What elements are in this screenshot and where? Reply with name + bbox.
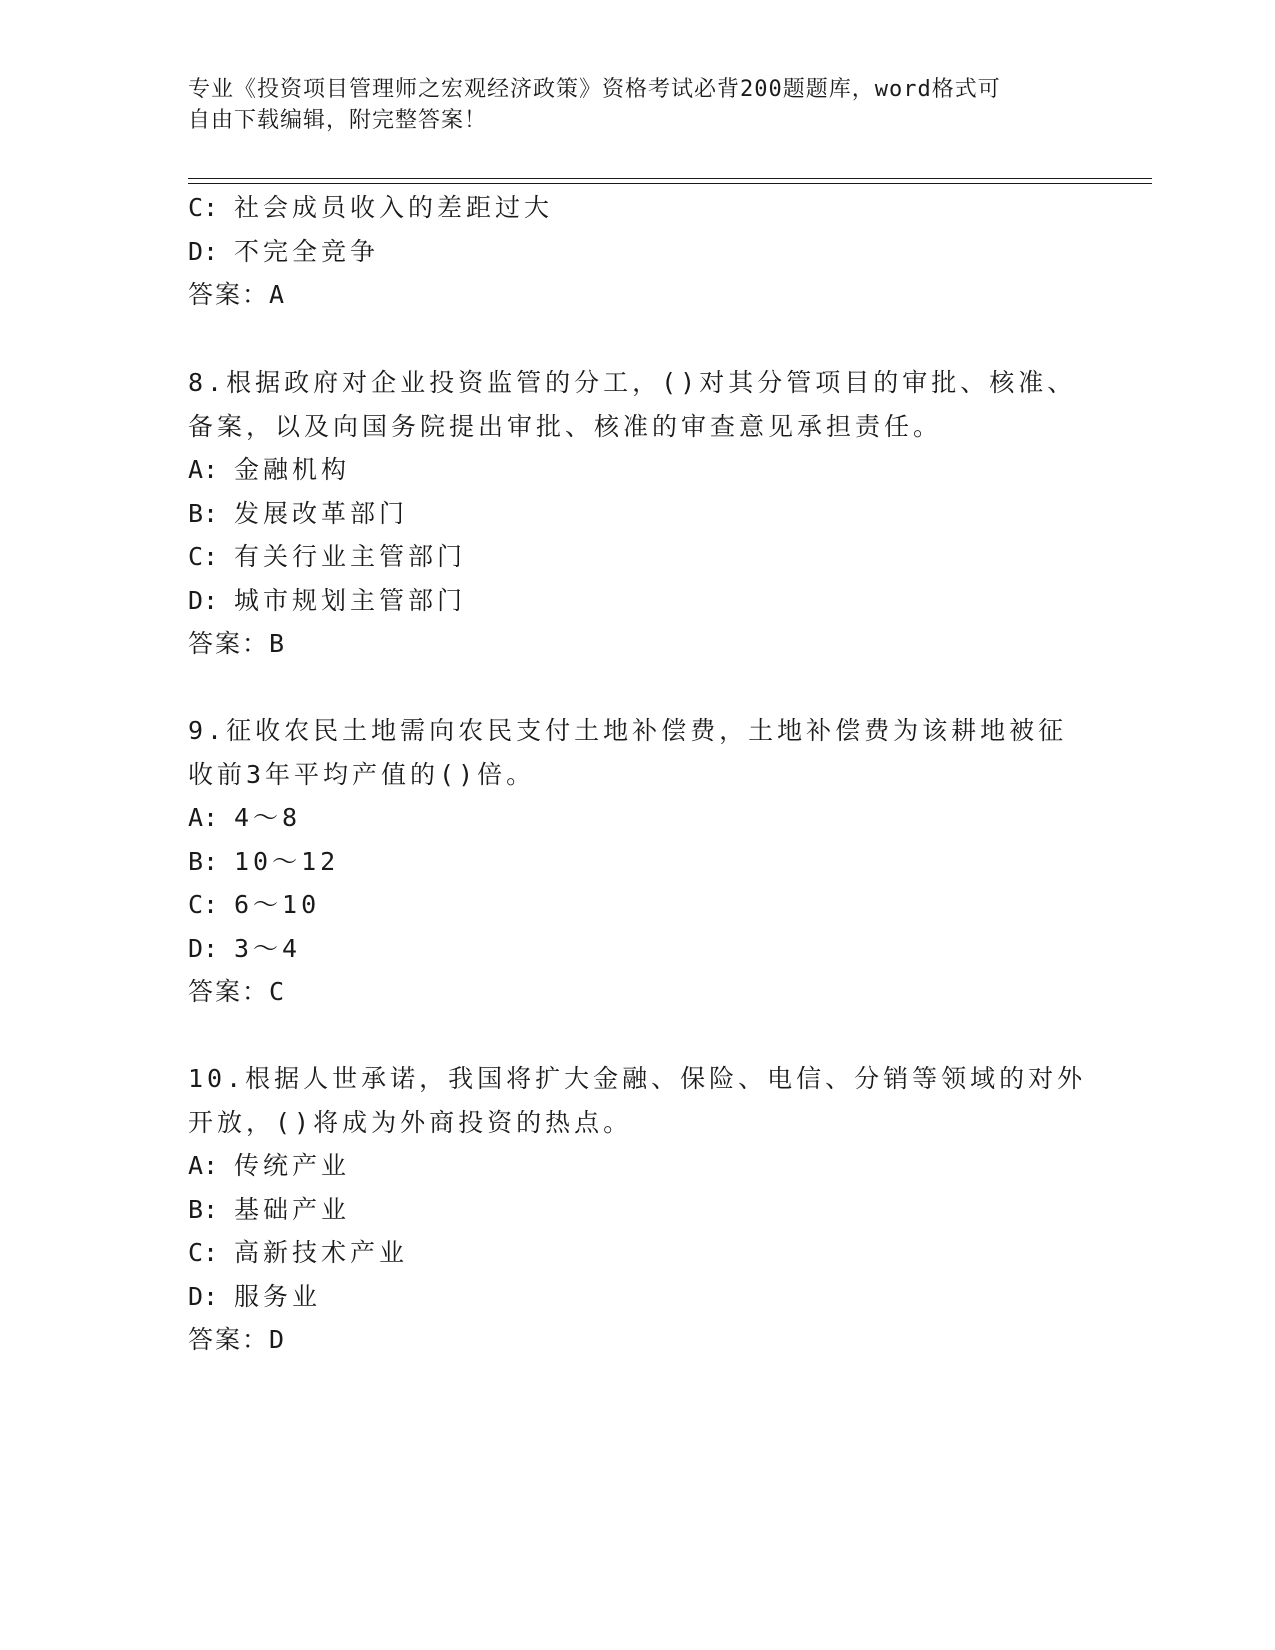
option-text: 传统产业 xyxy=(234,1151,351,1180)
answer-value: C xyxy=(269,977,289,1006)
question-8-stem-line-1: 8.根据政府对企业投资监管的分工，()对其分管项目的审批、核准、 xyxy=(188,368,1077,397)
option-text: 社会成员收入的差距过大 xyxy=(234,193,554,222)
question-8-option-a xyxy=(188,453,350,487)
question-10-option-c xyxy=(188,1236,408,1270)
question-8-answer xyxy=(188,627,288,661)
question-9-option-b xyxy=(188,845,339,879)
option-text: 有关行业主管部门 xyxy=(234,542,467,571)
answer-value: D xyxy=(269,1325,289,1354)
option-c xyxy=(188,191,553,225)
question-10-option-d xyxy=(188,1280,321,1314)
option-text: 服务业 xyxy=(234,1282,322,1311)
option-text: 10～12 xyxy=(234,847,340,876)
question-10-answer xyxy=(188,1323,288,1357)
header-rule-top xyxy=(188,178,1152,179)
header-line-1: 专业《投资项目管理师之宏观经济政策》资格考试必背200题题库，word格式可 xyxy=(188,77,1001,102)
option-key: C: xyxy=(188,890,219,919)
option-key: B: xyxy=(188,1195,219,1224)
question-8-option-b xyxy=(188,497,408,531)
question-10-stem-line-2: 开放，()将成为外商投资的热点。 xyxy=(188,1108,633,1137)
option-key: A: xyxy=(188,455,219,484)
option-key: A: xyxy=(188,1151,219,1180)
option-key: B: xyxy=(188,499,219,528)
question-9-option-c xyxy=(188,888,320,922)
answer-value: A xyxy=(269,280,289,309)
option-text: 高新技术产业 xyxy=(234,1238,409,1267)
document-header xyxy=(188,74,1088,136)
option-key: D: xyxy=(188,1282,219,1311)
question-8-option-c xyxy=(188,540,466,574)
question-10-option-b xyxy=(188,1193,350,1227)
option-key: B: xyxy=(188,847,219,876)
option-key: D: xyxy=(188,586,219,615)
question-8-stem-line-2: 备案，以及向国务院提出审批、核准的审查意见承担责任。 xyxy=(188,412,943,441)
option-text: 不完全竞争 xyxy=(234,237,380,266)
answer-value: B xyxy=(269,629,289,658)
option-text: 6～10 xyxy=(234,890,321,919)
option-text: 金融机构 xyxy=(234,455,351,484)
header-rule-bottom xyxy=(188,183,1152,184)
option-key: C: xyxy=(188,193,219,222)
question-9-option-a xyxy=(188,801,301,835)
answer-label: 答案： xyxy=(188,1325,270,1354)
option-key: A: xyxy=(188,803,219,832)
option-text: 基础产业 xyxy=(234,1195,351,1224)
answer-label: 答案： xyxy=(188,280,270,309)
option-text: 城市规划主管部门 xyxy=(234,586,467,615)
option-text: 发展改革部门 xyxy=(234,499,409,528)
header-line-2: 自由下载编辑，附完整答案！ xyxy=(188,108,488,133)
answer-line xyxy=(188,278,288,312)
question-10-option-a xyxy=(188,1149,350,1183)
question-9-option-d xyxy=(188,932,301,966)
option-key: C: xyxy=(188,1238,219,1267)
answer-label: 答案： xyxy=(188,629,270,658)
option-d xyxy=(188,235,379,269)
option-text: 3～4 xyxy=(234,934,302,963)
answer-label: 答案： xyxy=(188,977,270,1006)
option-text: 4～8 xyxy=(234,803,302,832)
question-9-stem-line-1: 9.征收农民土地需向农民支付土地补偿费，土地补偿费为该耕地被征 xyxy=(188,716,1068,745)
question-8-option-d xyxy=(188,584,466,618)
option-key: D: xyxy=(188,237,219,266)
option-key: D: xyxy=(188,934,219,963)
question-9-answer xyxy=(188,975,288,1009)
option-key: C: xyxy=(188,542,219,571)
question-9-stem-line-2: 收前3年平均产值的()倍。 xyxy=(188,760,536,789)
question-10-stem-line-1: 10.根据人世承诺，我国将扩大金融、保险、电信、分销等领域的对外 xyxy=(188,1064,1087,1093)
